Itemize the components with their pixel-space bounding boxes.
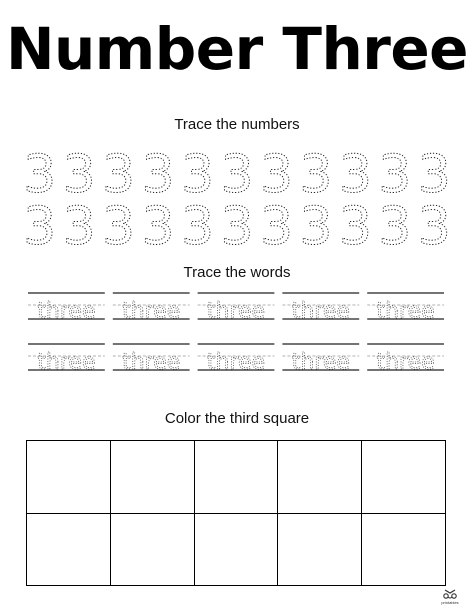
trace-word [198,344,275,375]
trace-digit: 3 [299,145,333,200]
trace-digit: 3 [62,197,96,252]
square-grid [26,440,446,586]
color-square[interactable] [111,514,195,587]
trace-digit: 3 [259,197,294,252]
color-square[interactable] [27,441,111,514]
trace-digit: 3 [378,145,412,200]
color-square[interactable] [278,514,362,587]
trace-digit: 3 [62,145,96,200]
page-title: Number Three [5,15,469,83]
trace-digit: 3 [338,145,372,200]
trace-word-text: three [291,299,350,324]
trace-digit: 3 [299,197,333,252]
trace-word-text: three [122,299,181,324]
logo-text: printables [441,600,459,605]
trace-digit: 3 [102,197,136,252]
digit-row-2 [20,196,454,252]
trace-word-text: three [376,299,435,324]
color-square[interactable] [195,514,279,587]
section-label-numbers: Trace the numbers [174,116,300,133]
trace-word-text: three [37,350,96,375]
trace-digit: 3 [220,197,254,252]
trace-digit: 3 [220,145,254,200]
color-square[interactable] [195,441,279,514]
word-row-1 [26,290,450,324]
trace-word [28,344,105,375]
trace-digit: 3 [102,145,136,200]
trace-digit: 3 [180,145,215,200]
trace-digit: 3 [180,197,215,252]
trace-word [282,344,359,375]
section-label-squares: Color the third square [164,410,310,427]
trace-digit: 3 [23,145,57,200]
trace-digit: 3 [23,197,57,252]
trace-word [113,344,190,375]
trace-word-text: three [376,350,435,375]
color-square[interactable] [278,441,362,514]
trace-word [28,293,105,324]
trace-digit: 3 [378,197,412,252]
word-row-2 [26,341,450,375]
color-square[interactable] [27,514,111,587]
trace-word [367,344,444,375]
trace-word-text: three [206,350,266,375]
trace-word-text: three [291,350,350,375]
trace-digit: 3 [417,197,451,252]
trace-digit: 3 [141,145,175,200]
trace-digit: 3 [259,145,294,200]
trace-word [198,293,275,324]
trace-word-text: three [206,299,266,324]
trace-word-text: three [122,350,181,375]
printable-logo-icon [438,587,462,607]
color-square[interactable] [111,441,195,514]
trace-word [113,293,190,324]
trace-digit: 3 [141,197,175,252]
trace-digit: 3 [338,197,372,252]
digit-row-1 [20,144,454,200]
trace-word-text: three [37,299,96,324]
color-square[interactable] [362,514,446,587]
section-label-words: Trace the words [183,264,291,281]
trace-word [367,293,444,324]
trace-digit: 3 [417,145,451,200]
trace-word [282,293,359,324]
color-square[interactable] [362,441,446,514]
